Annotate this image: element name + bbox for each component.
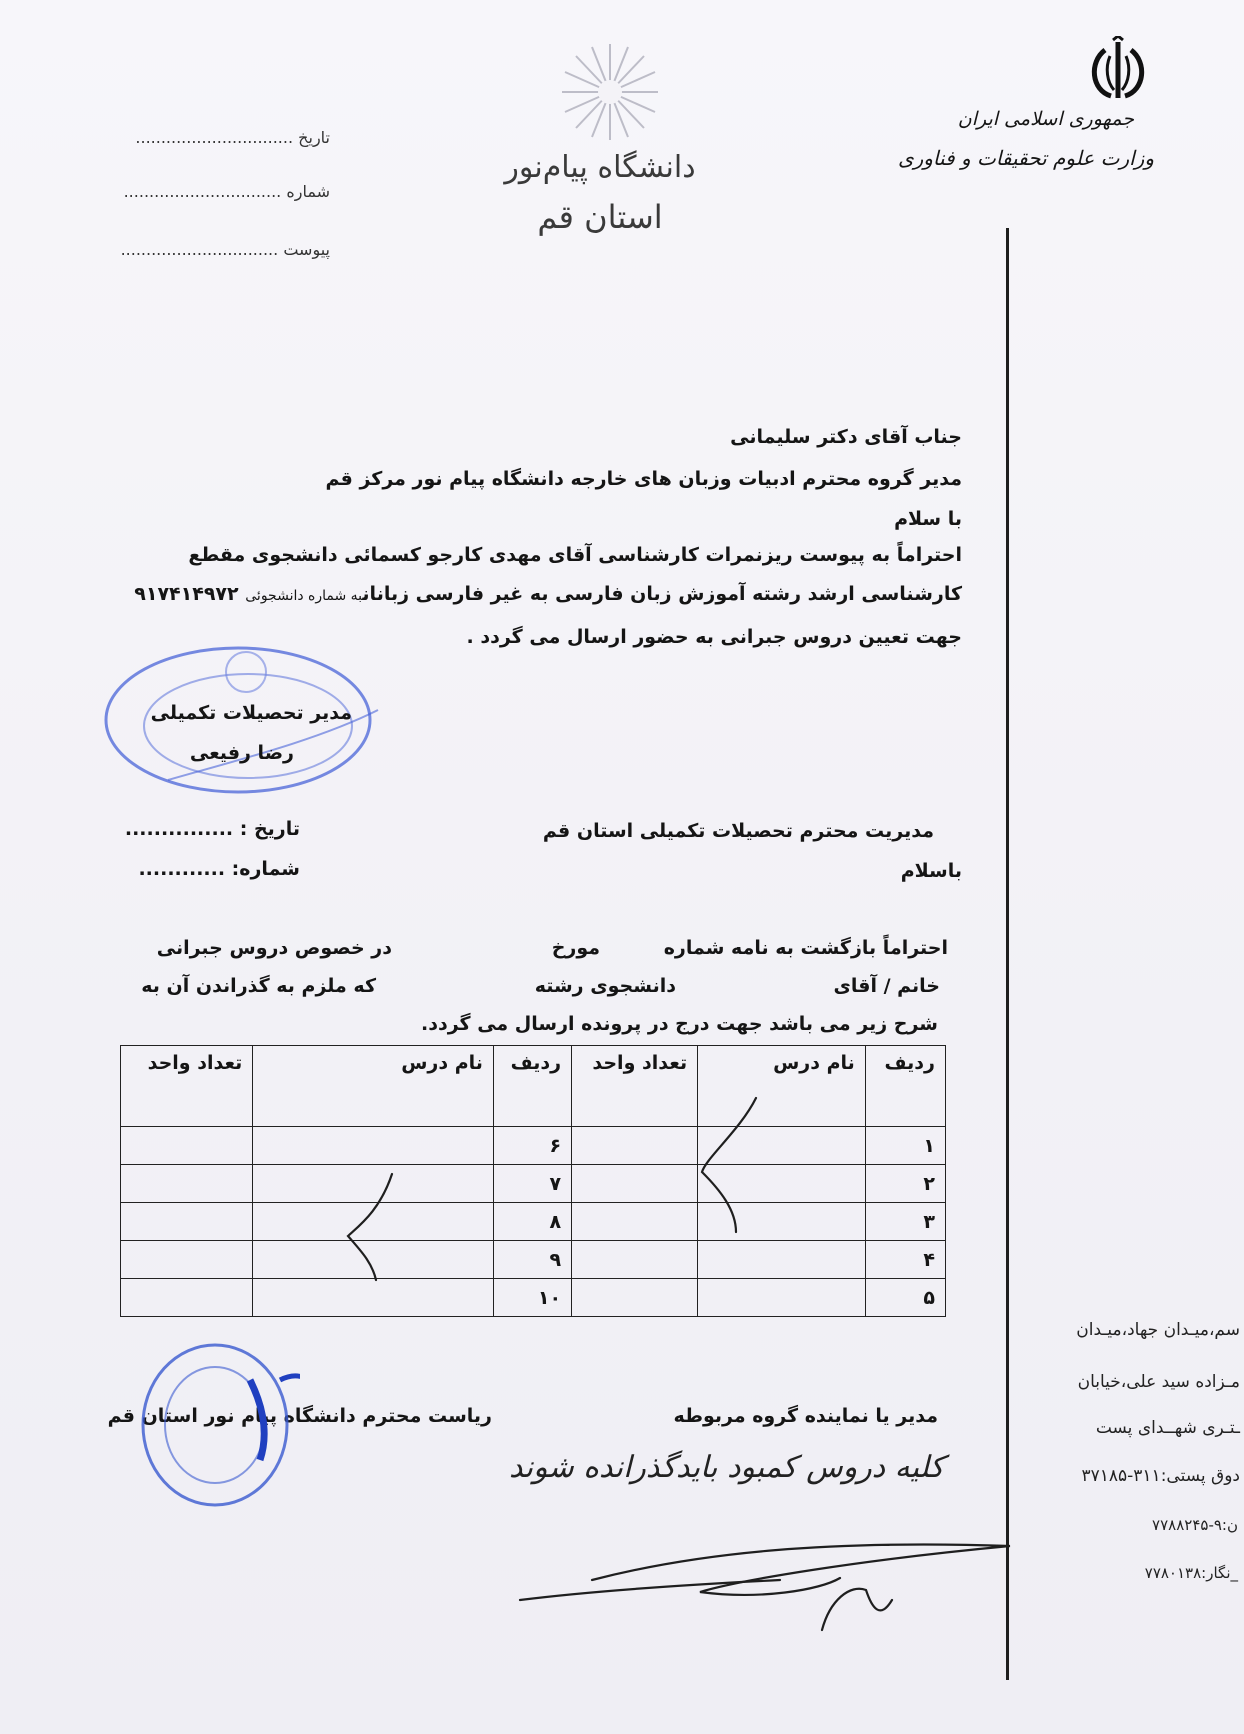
dotted-line: ............................... [135,128,294,147]
table-cell [698,1165,866,1203]
ministry-label: وزارت علوم تحقیقات و فناوری [897,146,1154,170]
table-cell [253,1165,494,1203]
reply-line1a: احتراماً بازگشت به نامه شماره [663,937,948,959]
header-course-name: نام درس [698,1046,866,1127]
table-cell [253,1279,494,1317]
table-cell: ۲ [865,1165,945,1203]
university-logo-icon [558,40,662,144]
table-cell: ۶ [493,1127,571,1165]
table-cell [253,1127,494,1165]
margin-rule [1006,228,1009,1680]
table-cell [121,1279,253,1317]
iran-emblem-icon [1083,36,1153,106]
letter-greeting: با سلام [894,508,962,530]
reply-line1b: مورخ [551,937,600,959]
table-cell: ۷ [493,1165,571,1203]
address-line1: سم،میـدان جهاد،میـدان [1076,1320,1240,1340]
table-row [121,1241,946,1279]
table-cell [698,1241,866,1279]
reply-line1c: در خصوص دروس جبرانی [156,937,392,959]
dotted-line: ............................... [123,182,282,201]
header-units: تعداد واحد [121,1046,253,1127]
header-date-field [90,128,330,147]
address-postal-code: دوق پستی:۳۱۱-۳۷۱۸۵ [1081,1466,1240,1486]
table-row [121,1279,946,1317]
letter-body-line2b: به شماره دانشجوئی [245,588,363,604]
header-attachment-label: پیوست [283,240,330,259]
university-name: دانشگاه پیام‌نور [504,150,696,185]
table-cell: ۱ [865,1127,945,1165]
address-line3: ـتـری شهــدای پست [1095,1418,1240,1438]
header-date-label: تاریخ [298,128,330,147]
address-fax: _نگار:۷۷۸۰۱۳۸ [1144,1564,1238,1582]
address-line2: مـزاده سید علی،خیابان [1077,1372,1240,1392]
reply-line2b: دانشجوی رشته [534,975,676,997]
table-row [121,1165,946,1203]
table-cell: ۹ [493,1241,571,1279]
header-number-label: شماره [286,182,330,201]
header-course-name: نام درس [253,1046,494,1127]
stamp-university-icon [130,1340,300,1510]
table-cell [572,1203,698,1241]
table-cell: ۱۰ [493,1279,571,1317]
table-cell [698,1203,866,1241]
header-row-number: ردیف [865,1046,945,1127]
table-cell: ۳ [865,1203,945,1241]
group-manager-label: مدیر یا نماینده گروه مربوطه [673,1405,938,1427]
letter-body-line1: احتراماً به پیوست ریزنمرات کارشناسی آقای مهدی کارجو کسمائی دانشجوی مقطع [188,544,962,566]
letter-body-line3: جهت تعیین دروس جبرانی به حضور ارسال می گردد . [466,626,962,648]
header-attachment-field [90,240,330,259]
table-cell [121,1241,253,1279]
table-cell [698,1279,866,1317]
signer-title: مدیر تحصیلات تکمیلی [150,702,352,724]
student-number: ۹۱۷۴۱۴۹۷۲ [134,583,239,605]
letter-body-line2a: کارشناسی ارشد رشته آموزش زبان فارسی به غیر فارسی زبانان [362,583,962,605]
table-row [121,1127,946,1165]
dotted-line: ............................... [120,240,279,259]
table-cell [121,1127,253,1165]
header-units: تعداد واحد [572,1046,698,1127]
table-cell [572,1165,698,1203]
president-label: ریاست محترم دانشگاه پیام نور استان قم [107,1405,492,1427]
table-cell [572,1127,698,1165]
signer-name: رضا رفیعی [189,742,294,764]
table-row [121,1203,946,1241]
reply-greeting: باسلام [900,860,962,882]
courses-table [120,1045,946,1317]
table-cell [121,1165,253,1203]
table-cell [253,1203,494,1241]
table-cell [121,1203,253,1241]
province-name: استان قم [537,198,663,236]
handwritten-note: کلیه دروس کمبود بایدگذرانده شوند [509,1450,944,1485]
table-cell [253,1241,494,1279]
table-cell: ۵ [865,1279,945,1317]
reply-line2a: خانم / آقای [833,975,940,997]
reply-line3: شرح زیر می باشد جهت درج در پرونده ارسال می گردد. [421,1013,938,1035]
table-cell [572,1241,698,1279]
letter-body-line2 [134,583,962,605]
table-cell: ۴ [865,1241,945,1279]
reply-line2c: که ملزم به گذراندن آن به [141,975,376,997]
header-row-number: ردیف [493,1046,571,1127]
reply-addressee: مدیریت محترم تحصیلات تکمیلی استان قم [542,820,934,842]
table-cell: ۸ [493,1203,571,1241]
header-number-field [90,182,330,201]
letter-recipient: جناب آقای دکتر سلیمانی [730,426,962,448]
republic-label: جمهوری اسلامی ایران [957,108,1134,130]
letter-recipient-title: مدیر گروه محترم ادبیات وزبان های خارجه دانشگاه پیام نور مرکز قم [325,468,962,490]
reply-number: شماره: ............ [138,858,300,880]
table-cell [572,1279,698,1317]
address-phone: ن:۹-۷۷۸۸۲۴۵ [1152,1516,1238,1534]
table-header-row [121,1046,946,1127]
reply-date: تاریخ : ............... [124,818,300,840]
table-cell [698,1127,866,1165]
